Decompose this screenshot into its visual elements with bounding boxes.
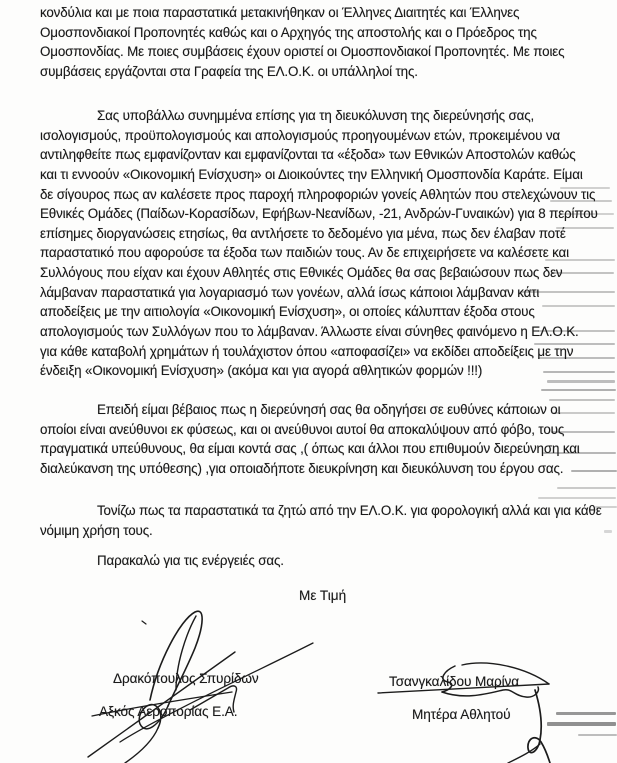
text-line: διαλεύκανση της υπόθεσης) ,για οποιαδήποτε διευκρίνηση και διευκόλυνση του έργου σας.: [40, 460, 564, 476]
text-line: Σας υποβάλλω συνημμένα επίσης για τη διευκόλυνση της διερεύνησής σας,: [97, 108, 535, 123]
text-line: νόμιμη χρήση τους.: [40, 522, 153, 538]
scanner-streak: [547, 722, 616, 726]
text-line: Επειδή είμαι βέβαιος πως η διερεύνησή σας θα οδηγήσει σε ευθύνες κάποιων οι: [97, 402, 561, 417]
scanner-streak: [556, 712, 616, 715]
paragraph: [40, 501, 602, 540]
text-line: απολογισμούς των Συλλόγων που το λάμβαναν. Άλλωστε είναι σύνηθες φαινόμενο η ΕΛ.Ο.Κ.: [40, 324, 579, 340]
text-line: παραστατικό που αφορούσε τα έξοδα των παιδιών τους. Αν δε επιχειρήσετε να καλέσετε και: [40, 245, 569, 261]
text-line: Παρακαλώ για τις ενέργειές σας.: [97, 553, 284, 568]
text-line: και τι εννοούν «Οικονομική Ενίσχυση» οι Διοικούντες την Ελληνική Ομοσπονδία Καράτε. Είμαι: [40, 166, 583, 182]
text-line: οποίοι είναι ανεύθυνοι εκ φύσεως, και οι ανεύθυνοι αυτοί θα αποκαλύψουν από φόβο, τους: [40, 421, 565, 437]
text-line: κονδύλια και με ποια παραστατικά μετακινήθηκαν οι Έλληνες Διαιτητές και Έλληνες: [40, 5, 520, 20]
text-line: για κάθε καταβολή χρημάτων ή τουλάχιστον όπου «αποφασίζει» να εκδίδει αποδείξεις με την: [40, 343, 574, 359]
paragraph: [40, 400, 585, 479]
text-line: ένδειξη «Οικονομική Ενίσχυση» (ακόμα και για αγορά αθλητικών φορμών !!!): [40, 363, 483, 379]
signatory-name-right: Τσανγκαλίδου Μαρίνα: [389, 674, 519, 689]
text-line: Τονίζω πως τα παραστατικά τα ζητώ από την ΕΛ.Ο.Κ. για φορολογική αλλά και για κάθε: [97, 503, 602, 518]
text-line: ισολογισμούς, προϋπολογισμούς και απολογισμούς προηγουμένων ετών, προκειμένου να: [40, 127, 560, 143]
signatory-name-left: Δρακόπουλος Σπυρίδων: [113, 671, 259, 686]
text-line: αποδείξεις με την αιτιολογία «Οικονομική Ενίσχυση», οι οποίες κάλυπταν έξοδα στους: [40, 304, 535, 320]
text-line: Εθνικές Ομάδες (Παίδων-Κορασίδων, Εφήβων-Νεανίδων, -21, Ανδρών-Γυναικών) για 8 περίπου: [40, 206, 598, 222]
paragraph: [40, 106, 598, 381]
text-line: επίσημες διοργανώσεις ετησίως, θα αντλήσετε το δεδομένο για μένα, πως δεν έλαβαν ποτέ: [40, 225, 566, 241]
closing-salutation: Με Τιμή: [299, 588, 347, 603]
scanner-streak: [538, 497, 616, 499]
scanner-streak: [578, 734, 617, 736]
text-line: πραγματικά υπεύθυνους, θα είμαι κοντά σας ,( όπως και άλλοι που επιθυμούν διερεύνηση και: [40, 441, 580, 457]
signatory-role-right: Μητέρα Αθλητού: [412, 707, 511, 722]
signatory-role-left: Αξκός Αεροπορίας Ε.Α.: [99, 704, 238, 719]
scanner-streak: [557, 487, 616, 489]
text-line: συμβάσεις εργάζονται στα Γραφεία της ΕΛ.Ο.Κ. οι υπάλληλοί της.: [40, 63, 418, 79]
scanner-streak: [604, 530, 612, 533]
text-line: λάμβαναν παραστατικά για λογαριασμό των γονέων, αλλά ίσως κάποιοι λάμβαναν κάτι: [40, 284, 540, 300]
scanner-streak: [541, 389, 616, 391]
text-line: δε σίγουρος πως αν καλέσετε προς παροχή πληροφοριών γονείς Αθλητών που στελεχώνουν τις: [40, 186, 596, 202]
paragraph: [40, 551, 585, 571]
text-line: Ομοσπονδιακοί Προπονητές καθώς και ο Αρχηγός της αποστολής και ο Πρόεδρος της: [40, 24, 537, 40]
paragraph: [40, 3, 585, 82]
text-line: αντιληφθείτε πως εμφανίζονταν και εμφανίζονται τα «έξοδα» των Εθνικών Αποστολών καθώς: [40, 147, 576, 163]
text-line: Συλλόγους που είχαν και έχουν Αθλητές στις Εθνικές Ομάδες θα σας βεβαιώσουν πως δεν: [40, 265, 563, 281]
text-line: Ομοσπονδίας. Με ποιες συμβάσεις έχουν οριστεί οι Ομοσπονδιακοί Προπονητές. Με ποιες: [40, 44, 565, 60]
